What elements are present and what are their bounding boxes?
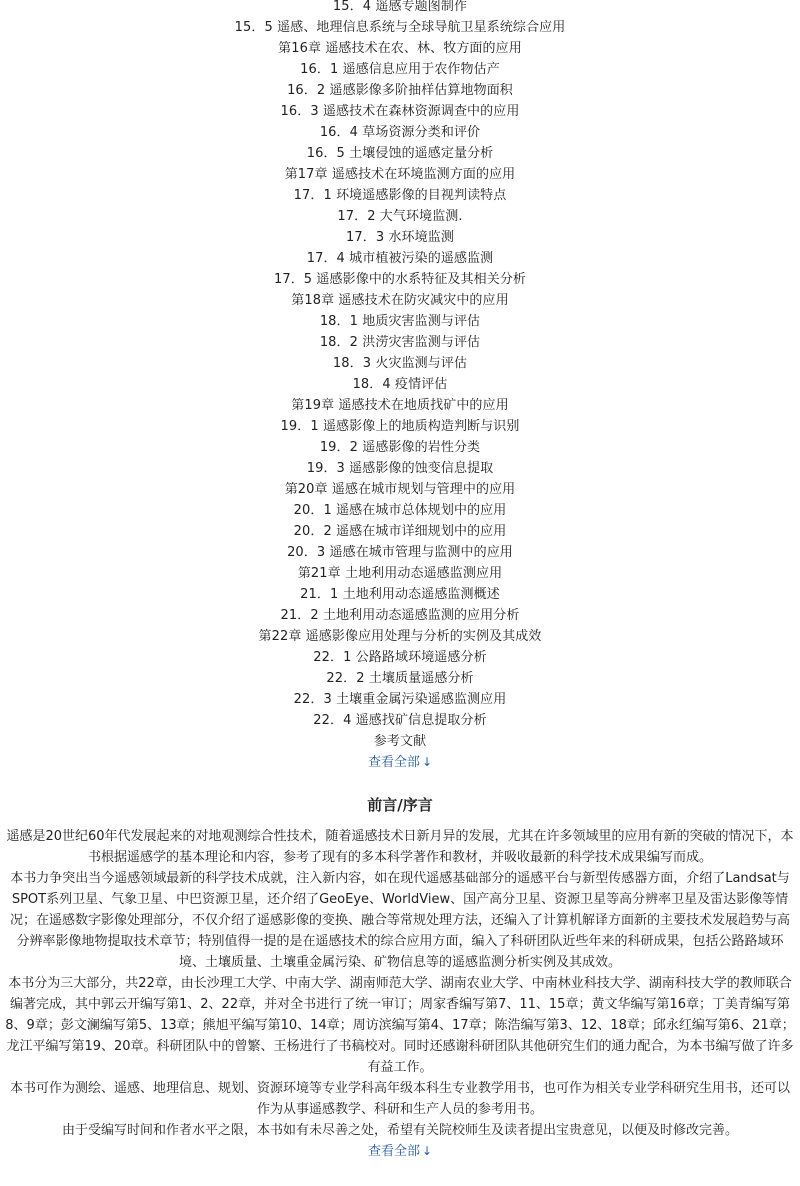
toc-entry: 第16章 遥感技术在农、林、牧方面的应用 <box>278 41 522 56</box>
toc-entry: 16．2 遥感影像多阶抽样估算地物面积 <box>287 83 513 98</box>
toc-entry: 16．1 遥感信息应用于农作物估产 <box>300 62 500 77</box>
toc-entry: 16．4 草场资源分类和评价 <box>319 125 481 140</box>
toc-entry: 第22章 遥感影像应用处理与分析的实例及其成效 <box>258 629 542 644</box>
preface-paragraph: 遥感是20世纪60年代发展起来的对地观测综合性技术，随着遥感技术日新月异的发展，尤其在许多领域里的应用有新的突破的情况下，本书根据遥感学的基本理论和内容，参考了现有的多本科学著作和教材，并吸收最新的科学技术成果编写而成。 <box>6 829 794 865</box>
toc-entry: 22．2 土壤质量遥感分析 <box>326 671 474 686</box>
toc-entry: 20．3 遥感在城市管理与监测中的应用 <box>287 545 513 560</box>
toc-entry: 18．3 火灾监测与评估 <box>332 356 468 371</box>
toc-entry: 19．1 遥感影像上的地质构造判断与识别 <box>280 419 520 434</box>
toc-entry: 15．5 遥感、地理信息系统与全球导航卫星系统综合应用 <box>234 20 566 35</box>
preface-paragraph: 本书力争突出当今遥感领域最新的科学技术成就，注入新内容，如在现代遥感基础部分的遥感平台与新型传感器方面，介绍了Landsat与SPOT系列卫星、气象卫星、中巴资源卫星，还介绍了GeoEye、WorldView、国产高分卫星、资源卫星等高分辨率卫星及雷达影像等情况；在遥感数字影像处理部分，不仅介绍了遥感影像的变换、融合等常规处理方法，还编入了计算机解译方面新的主要技术发展趋势与高分辨率影像地物提取技术章节；特别值得一提的是在遥感技术的综合应用方面，编入了科研团队近些年来的科研成果，包括公路路域环境、土壤质量、土壤重金属污染、矿物信息等的遥感监测分析实例及其成效。 <box>9 871 790 970</box>
toc-entry: 18．2 洪涝灾害监测与评估 <box>319 335 481 350</box>
toc-entry: 22．1 公路路域环境遥感分析 <box>313 650 487 665</box>
toc-entry: 22．4 遥感找矿信息提取分析 <box>313 713 487 728</box>
arrow-down-icon: ↓ <box>421 755 433 769</box>
toc-entry: 21．1 土地利用动态遥感监测概述 <box>300 587 500 602</box>
toc-entry: 第20章 遥感在城市规划与管理中的应用 <box>284 482 516 497</box>
toc-entry: 18．4 疫情评估 <box>352 377 448 392</box>
toc-entry: 17．5 遥感影像中的水系特征及其相关分析 <box>273 272 527 287</box>
toc-entry: 20．1 遥感在城市总体规划中的应用 <box>293 503 507 518</box>
toc-entry: 22．3 土壤重金属污染遥感监测应用 <box>293 692 507 707</box>
toc-entry: 17．3 水环境监测 <box>346 230 454 245</box>
toc-entry: 21．2 土地利用动态遥感监测的应用分析 <box>280 608 520 623</box>
preface-view-all-link[interactable] <box>0 1141 800 1162</box>
arrow-down-icon: ↓ <box>421 1144 433 1158</box>
toc-entry: 19．2 遥感影像的岩性分类 <box>319 440 481 455</box>
toc-entry: 15．4 遥感专题图制作 <box>332 0 468 14</box>
toc-entry: 第19章 遥感技术在地质找矿中的应用 <box>291 398 509 413</box>
toc-entry: 17．2 大气环境监测. <box>337 209 463 224</box>
preface-paragraph: 本书可作为测绘、遥感、地理信息、规划、资源环境等专业学科高年级本科生专业教学用书，也可作为相关专业学科研究生用书，还可以作为从事遥感教学、科研和生产人员的参考用书。 <box>9 1081 790 1117</box>
toc-entry: 19．3 遥感影像的蚀变信息提取 <box>306 461 494 476</box>
toc-entry: 第21章 土地利用动态遥感监测应用 <box>297 566 503 581</box>
toc-view-all-link[interactable] <box>0 752 800 773</box>
toc-view-all-label: 查看全部 <box>367 755 420 770</box>
toc-entry: 16．5 土壤侵蚀的遥感定量分析 <box>306 146 494 161</box>
preface-title: 前言/序言 <box>367 796 433 814</box>
toc-entry: 第18章 遥感技术在防灾减灾中的应用 <box>291 293 509 308</box>
toc-entry: 17．4 城市植被污染的遥感监测 <box>306 251 494 266</box>
toc-entry: 参考文献 <box>373 734 427 749</box>
preface-section <box>0 794 800 1162</box>
toc-entry: 第17章 遥感技术在环境监测方面的应用 <box>284 167 516 182</box>
toc-entry: 18．1 地质灾害监测与评估 <box>319 314 481 329</box>
toc-entry: 17．1 环境遥感影像的目视判读特点 <box>293 188 507 203</box>
toc-entry: 20．2 遥感在城市详细规划中的应用 <box>293 524 507 539</box>
preface-paragraph: 本书分为三大部分，共22章，由长沙理工大学、中南大学、湖南师范大学、湖南农业大学、中南林业科技大学、湖南科技大学的教师联合编著完成，其中郭云开编写第1、2、22章，并对全书进行了统一审订；周家香编写第7、11、15章；黄文华编写第16章；丁美青编写第8、9章；彭文澜编写第5、13章；熊旭平编写第10、14章；周访滨编写第4、17章；陈浩编写第3、12、18章；邱永红编写第6、21章；龙江平编写第19、20章。科研团队中的曾繁、王杨进行了书稿校对。同时还感谢科研团队其他研究生们的通力配合，为本书编写做了许多有益工作。 <box>5 976 795 1075</box>
preface-paragraph: 由于受编写时间和作者水平之限，本书如有未尽善之处，希望有关院校师生及读者提出宝贵意见，以便及时修改完善。 <box>61 1123 738 1138</box>
preface-view-all-label: 查看全部 <box>367 1144 420 1159</box>
toc-entry: 16．3 遥感技术在森林资源调查中的应用 <box>280 104 520 119</box>
